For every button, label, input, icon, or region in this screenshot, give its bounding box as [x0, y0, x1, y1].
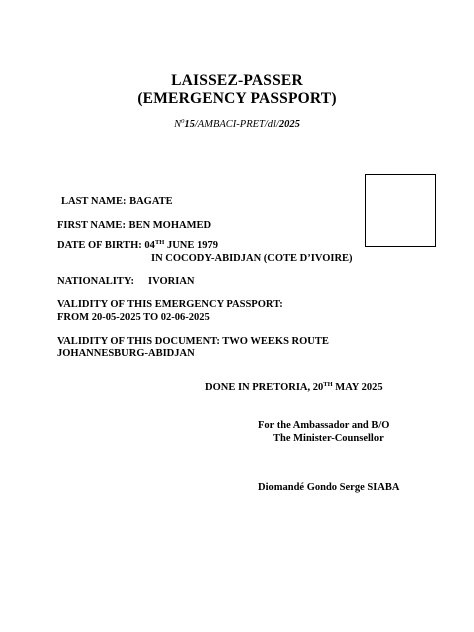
- nationality: NATIONALITY: IVORIAN: [57, 276, 195, 287]
- validity-document-route: JOHANNESBURG-ABIDJAN: [57, 348, 195, 359]
- signatory-name: Diomandé Gondo Serge SIABA: [258, 482, 400, 493]
- photo-box: [365, 174, 436, 247]
- first-name: FIRST NAME: BEN MOHAMED: [57, 220, 212, 231]
- for-ambassador: For the Ambassador and B/O: [258, 420, 390, 431]
- place-date-issued: DONE IN PRETORIA, 20TH MAY 2025: [205, 381, 383, 393]
- document-subtitle: (EMERGENCY PASSPORT): [137, 90, 337, 107]
- minister-counsellor: The Minister-Counsellor: [273, 433, 384, 444]
- last-name: LAST NAME: BAGATE: [61, 196, 173, 207]
- document-title: LAISSEZ-PASSER: [171, 72, 303, 89]
- validity-passport-label: VALIDITY OF THIS EMERGENCY PASSPORT:: [57, 299, 283, 310]
- validity-passport-dates: FROM 20-05-2025 TO 02-06-2025: [57, 312, 210, 323]
- date-of-birth: DATE OF BIRTH: 04TH JUNE 1979: [57, 239, 219, 251]
- validity-document-label: VALIDITY OF THIS DOCUMENT: TWO WEEKS ROUTE: [57, 336, 329, 347]
- place-of-birth: IN COCODY-ABIDJAN (COTE D’IVOIRE): [151, 253, 353, 264]
- reference-number: $N^015/AMBACI-PRET/dl/2025$: [174, 118, 300, 130]
